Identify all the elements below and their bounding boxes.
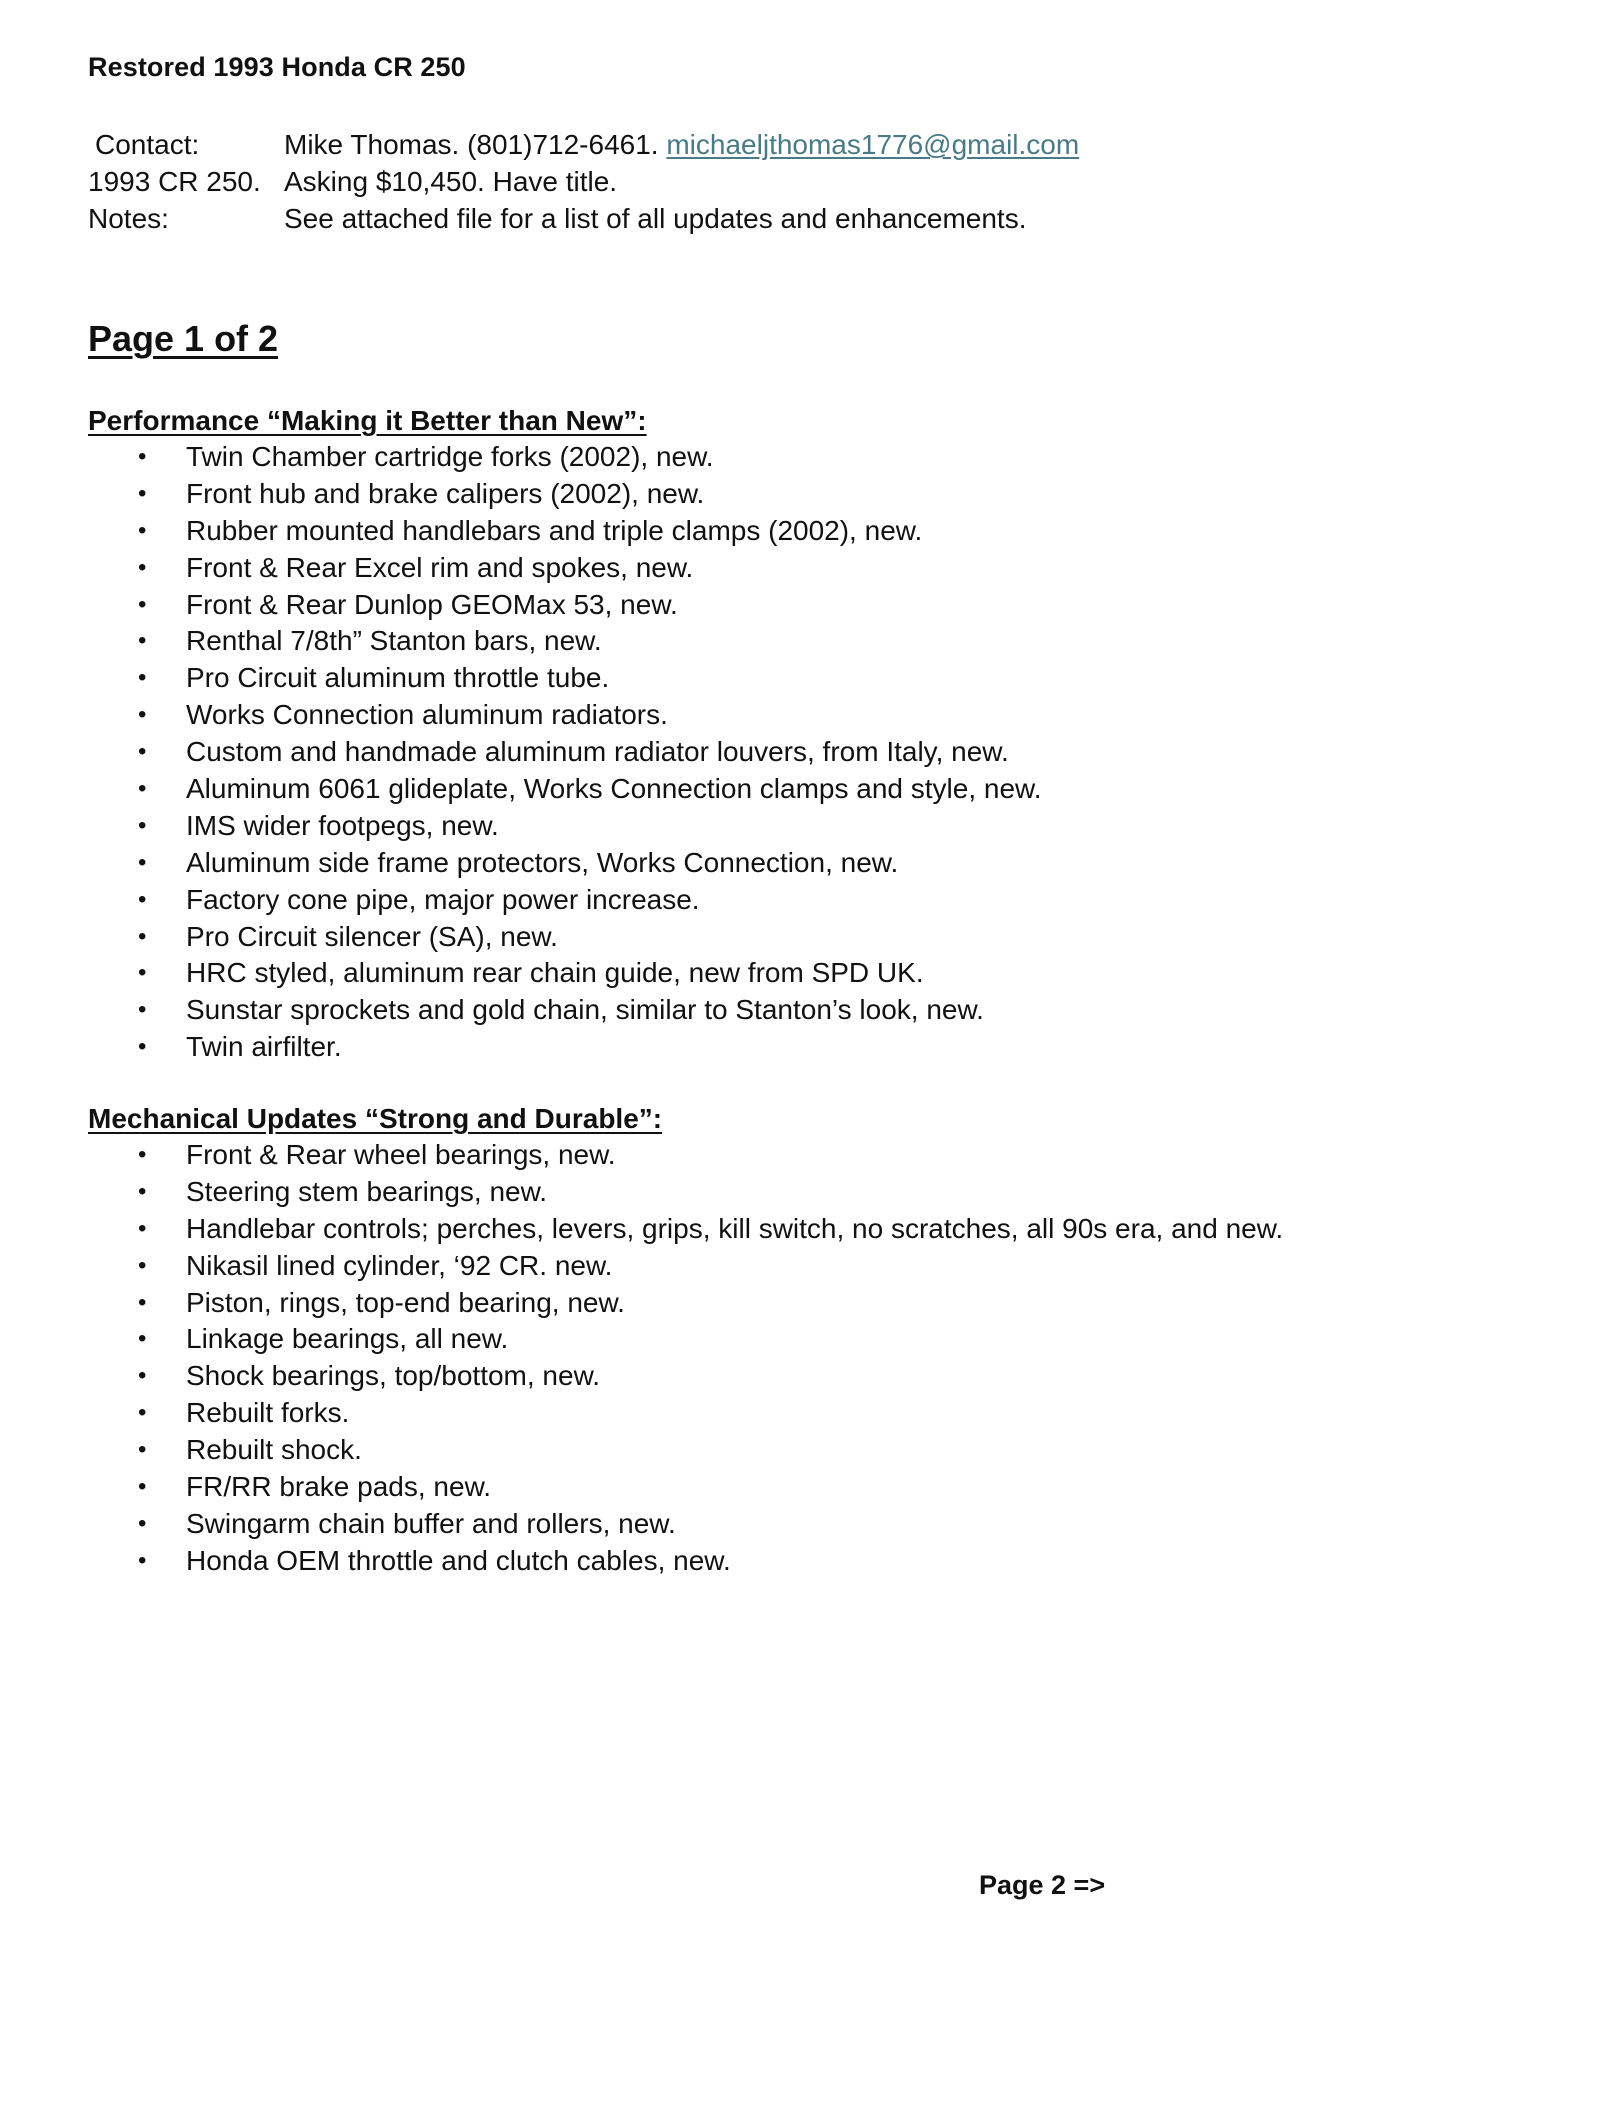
list-item <box>88 808 1042 845</box>
bullet-icon: • <box>138 1509 147 1537</box>
list-item-text: Nikasil lined cylinder, ‘92 CR. new. <box>186 1249 613 1281</box>
list-item <box>88 1285 1283 1322</box>
list-item <box>88 1174 1283 1211</box>
list-item <box>88 1137 1283 1174</box>
performance-list <box>88 439 1042 1066</box>
list-item <box>88 697 1042 734</box>
page-heading: Page 1 of 2 <box>88 318 279 359</box>
list-item-text: Renthal 7/8th” Stanton bars, new. <box>186 625 602 657</box>
list-item <box>88 1506 1283 1543</box>
bullet-icon: • <box>138 811 147 839</box>
contact-name-phone: Mike Thomas. (801)712-6461. <box>284 129 659 160</box>
list-item-text: Front hub and brake calipers (2002), new. <box>186 477 705 509</box>
bullet-icon: • <box>138 701 147 729</box>
list-item <box>88 476 1042 513</box>
list-item-text: Steering stem bearings, new. <box>186 1175 548 1207</box>
list-item-text: IMS wider footpegs, new. <box>186 809 499 841</box>
list-item-text: Pro Circuit aluminum throttle tube. <box>186 662 610 694</box>
list-item-text: Piston, rings, top-end bearing, new. <box>186 1286 625 1318</box>
list-item <box>88 882 1042 919</box>
bullet-icon: • <box>138 664 147 692</box>
notes-row <box>88 200 1079 237</box>
bullet-icon: • <box>138 516 147 544</box>
list-item-text: HRC styled, aluminum rear chain guide, new from SPD UK. <box>186 957 924 989</box>
bullet-icon: • <box>138 553 147 581</box>
bullet-icon: • <box>138 775 147 803</box>
list-item-text: Twin Chamber cartridge forks (2002), new. <box>186 441 714 472</box>
performance-section-title: Performance “Making it Better than New”: <box>88 405 647 436</box>
list-item <box>88 1469 1283 1506</box>
list-item-text: Twin airfilter. <box>186 1031 342 1063</box>
list-item-text: Front & Rear Dunlop GEOMax 53, new. <box>186 588 678 620</box>
next-page-link[interactable]: Page 2 => <box>979 1870 1106 1900</box>
list-item-text: Custom and handmade aluminum radiator louvers, from Italy, new. <box>186 736 1009 768</box>
list-item-text: Factory cone pipe, major power increase. <box>186 883 700 915</box>
list-item <box>88 771 1042 808</box>
list-item <box>88 845 1042 882</box>
bullet-icon: • <box>138 996 147 1024</box>
contact-text <box>284 126 1079 163</box>
list-item <box>88 955 1042 992</box>
list-item <box>88 1029 1042 1066</box>
bullet-icon: • <box>138 959 147 987</box>
bullet-icon: • <box>138 1033 147 1061</box>
contact-info-block <box>88 126 1079 237</box>
list-item-text: Front & Rear wheel bearings, new. <box>186 1139 616 1170</box>
bullet-icon: • <box>138 848 147 876</box>
list-item <box>88 660 1042 697</box>
list-item-text: Rebuilt shock. <box>186 1434 362 1466</box>
list-item-text: Rubber mounted handlebars and triple clamps (2002), new. <box>186 514 923 546</box>
list-item-text: Handlebar controls; perches, levers, grips, kill switch, no scratches, all 90s era, and new. <box>186 1212 1284 1244</box>
list-item-text: Aluminum side frame protectors, Works Connection, new. <box>186 846 899 878</box>
bullet-icon: • <box>138 1546 147 1574</box>
list-item <box>88 1395 1283 1432</box>
list-item <box>88 587 1042 624</box>
mechanical-section-title: Mechanical Updates “Strong and Durable”: <box>88 1103 663 1134</box>
list-item <box>88 734 1042 771</box>
list-item-text: Pro Circuit silencer (SA), new. <box>186 920 558 952</box>
list-item-text: Honda OEM throttle and clutch cables, new. <box>186 1544 731 1576</box>
list-item <box>88 1358 1283 1395</box>
model-label: 1993 CR 250. <box>88 166 261 197</box>
bullet-icon: • <box>138 1399 147 1427</box>
bullet-icon: • <box>138 922 147 950</box>
list-item <box>88 1248 1283 1285</box>
bullet-icon: • <box>138 1251 147 1279</box>
bullet-icon: • <box>138 1141 147 1168</box>
list-item <box>88 1432 1283 1469</box>
bullet-icon: • <box>138 1214 147 1242</box>
list-item <box>88 992 1042 1029</box>
bullet-icon: • <box>138 1288 147 1316</box>
list-item <box>88 1543 1283 1580</box>
list-item <box>88 1321 1283 1358</box>
bullet-icon: • <box>138 1325 147 1353</box>
bullet-icon: • <box>138 590 147 618</box>
mechanical-section <box>88 1100 1283 1580</box>
list-item <box>88 513 1042 550</box>
performance-section <box>88 402 1042 1066</box>
mechanical-list <box>88 1137 1283 1580</box>
list-item-text: Rebuilt forks. <box>186 1397 350 1429</box>
list-item-text: Swingarm chain buffer and rollers, new. <box>186 1507 676 1539</box>
bullet-icon: • <box>138 443 147 470</box>
notes-label: Notes: <box>88 203 169 234</box>
contact-label: Contact: <box>95 129 200 160</box>
list-item-text: Shock bearings, top/bottom, new. <box>186 1360 601 1392</box>
list-item <box>88 623 1042 660</box>
list-item <box>88 439 1042 476</box>
bullet-icon: • <box>138 738 147 766</box>
list-item-text: Works Connection aluminum radiators. <box>186 699 668 731</box>
bullet-icon: • <box>138 885 147 913</box>
model-text: Asking $10,450. Have title. <box>284 166 618 197</box>
bullet-icon: • <box>138 1362 147 1390</box>
contact-row <box>88 126 1079 163</box>
bullet-icon: • <box>138 479 147 507</box>
list-item-text: FR/RR brake pads, new. <box>186 1471 492 1503</box>
list-item-text: Aluminum 6061 glideplate, Works Connection clamps and style, new. <box>186 773 1042 805</box>
list-item-text: Front & Rear Excel rim and spokes, new. <box>186 551 694 583</box>
bullet-icon: • <box>138 1177 147 1205</box>
notes-text: See attached file for a list of all updates and enhancements. <box>284 203 1027 234</box>
email-link[interactable]: michaeljthomas1776@gmail.com <box>666 129 1080 160</box>
list-item-text: Linkage bearings, all new. <box>186 1323 509 1355</box>
bullet-icon: • <box>138 627 147 655</box>
list-item <box>88 550 1042 587</box>
list-item-text: Sunstar sprockets and gold chain, similar to Stanton’s look, new. <box>186 994 984 1026</box>
document-title: Restored 1993 Honda CR 250 <box>88 52 466 82</box>
model-row <box>88 163 1079 200</box>
list-item <box>88 1211 1283 1248</box>
bullet-icon: • <box>138 1473 147 1501</box>
list-item <box>88 919 1042 956</box>
bullet-icon: • <box>138 1436 147 1464</box>
